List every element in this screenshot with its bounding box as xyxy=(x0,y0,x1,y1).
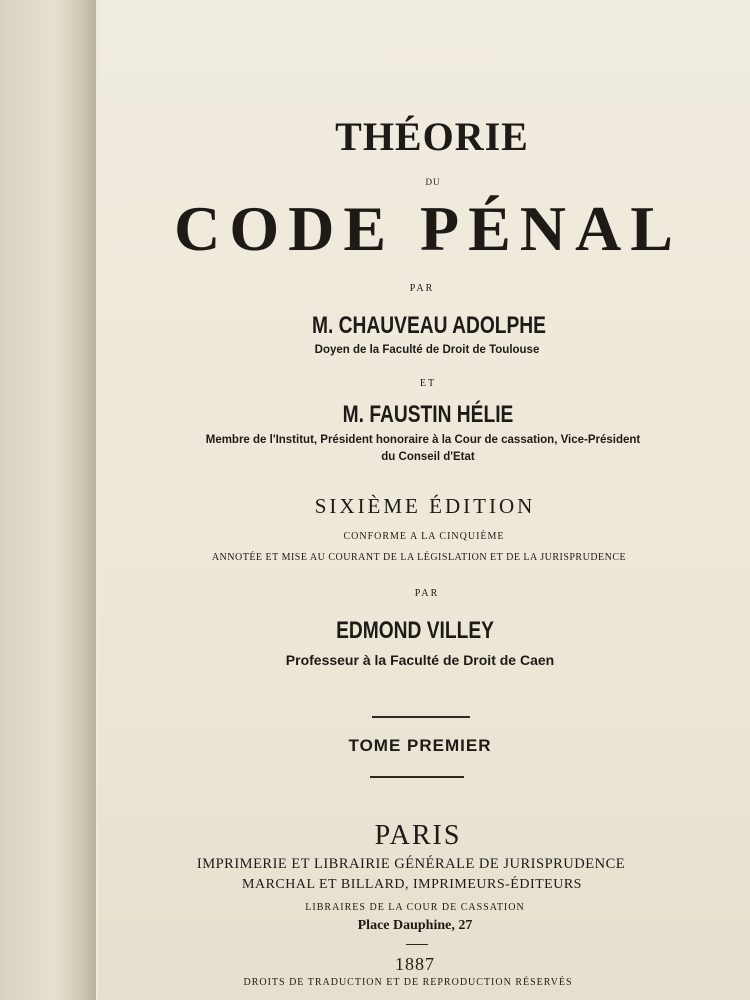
and-label: ET xyxy=(419,378,437,389)
publisher-printers: MARCHAL ET BILLARD, IMPRIMEURS-ÉDITEURS xyxy=(242,877,582,892)
divider-small xyxy=(406,944,428,945)
author-2-description-line-2: du Conseil d'Etat xyxy=(381,451,475,463)
editor-description: Professeur à la Faculté de Droit de Caen xyxy=(285,652,555,668)
divider-top xyxy=(372,716,470,718)
divider-bottom xyxy=(370,776,464,778)
book-spine-edge xyxy=(0,0,96,1000)
title-line-1: THÉORIE xyxy=(335,114,529,159)
rights-notice: DROITS DE TRADUCTION ET DE REPRODUCTION RÉSERVÉS xyxy=(243,977,573,988)
title-connector: DU xyxy=(425,177,441,187)
edition-label: SIXIÈME ÉDITION xyxy=(314,494,536,518)
editor-name: EDMOND VILLEY xyxy=(336,617,494,644)
publication-year: 1887 xyxy=(395,954,435,974)
publisher-city: PARIS xyxy=(374,820,462,851)
volume-label: TOME PREMIER xyxy=(348,736,492,755)
publisher-address: Place Dauphine, 27 xyxy=(357,918,473,933)
by-label: PAR xyxy=(409,283,435,294)
title-line-2: CODE PÉNAL xyxy=(174,193,682,264)
author-2-description-line-1: Membre de l'Institut, Président honoraire à la Cour de cassation, Vice-Président xyxy=(205,434,641,446)
by-label-2: PAR xyxy=(414,588,440,599)
annotation-note: ANNOTÉE ET MISE AU COURANT DE LA LÉGISLATION ET DE LA JURISPRUDENCE xyxy=(211,552,627,563)
publisher-court-note: LIBRAIRES DE LA COUR DE CASSATION xyxy=(305,902,525,913)
conforme-note: CONFORME A LA CINQUIÈME xyxy=(343,531,505,542)
author-1-description: Doyen de la Faculté de Droit de Toulouse xyxy=(314,344,540,356)
publisher-name: IMPRIMERIE ET LIBRAIRIE GÉNÉRALE DE JURISPRUDENCE xyxy=(196,856,626,872)
author-1-name: M. CHAUVEAU ADOLPHE xyxy=(312,312,546,339)
author-2-name: M. FAUSTIN HÉLIE xyxy=(342,401,514,428)
